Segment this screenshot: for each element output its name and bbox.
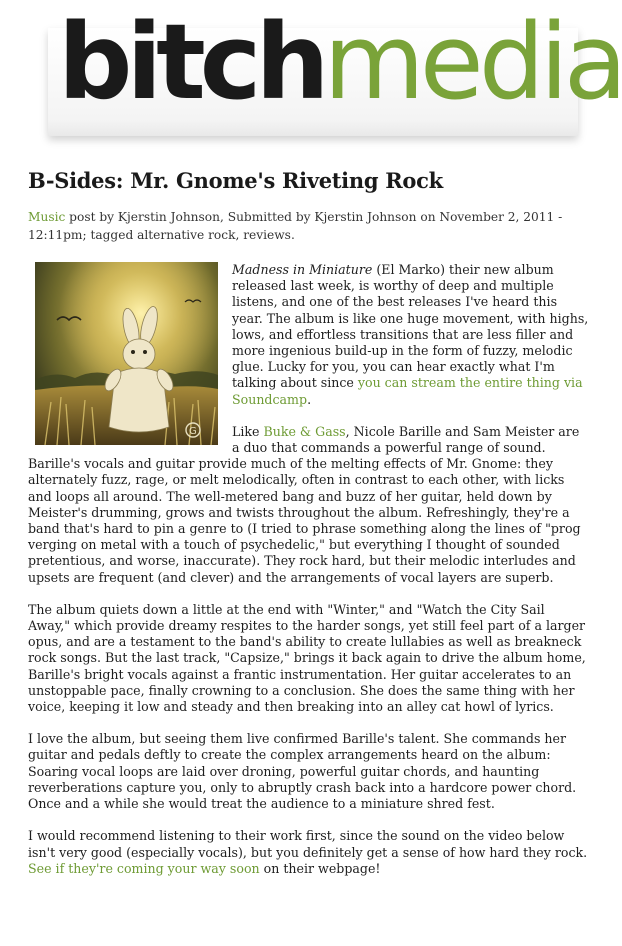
album-title: Madness in Miniature	[232, 262, 373, 277]
logo-media: media	[323, 1, 622, 123]
tour-dates-link[interactable]: See if they're coming your way soon	[28, 860, 260, 876]
paragraph-5-text: I would recommend listening to their work first, since the sound on the video below isn't very good (especially vocals), but you definitely get a sense of how hard they rock.	[28, 828, 588, 860]
album-cover-art	[35, 262, 218, 445]
album-cover-image	[35, 262, 218, 445]
category-link-music[interactable]: Music	[28, 210, 66, 224]
meta-byline: post by Kjerstin Johnson, Submitted by Kjerstin Johnson on November 2, 2011 - 12:11pm; tagged alternative rock, reviews.	[28, 210, 563, 242]
article-title: B-Sides: Mr. Gnome's Riveting Rock	[28, 168, 443, 193]
paragraph-2-like: Like	[232, 423, 264, 439]
paragraph-1-text: (El Marko) their new album released last week, is worthy of deep and multiple listens, and one of the best releases I've heard this year. The album is like one huge movement, with highs, lows, and effortless transitions that are less filler and more ingenious build-up in the form of fuzzy, melodic glue. Lucky for you, you can hear exactly what I'm talking about since	[232, 262, 589, 391]
site-logo[interactable]	[58, 1, 622, 123]
article-meta	[28, 208, 588, 244]
logo-bitch: bitch	[58, 1, 324, 123]
paragraph-2	[28, 424, 590, 586]
soundcamp-stream-link[interactable]: you can stream the entire thing via Soundcamp	[232, 375, 583, 407]
paragraph-1-end: .	[307, 391, 312, 407]
paragraph-2-lead-text: , Nicole Barille and Sam Meister are a duo that commands a powerful range of sound.	[232, 423, 580, 456]
masthead-banner	[48, 1, 622, 136]
paragraph-2-text: Barille's vocals and guitar provide much of the melting effects of Mr. Gnome: they alternately fuzz, rage, or melt melodically, often in contrast to each other, with licks and loops all around. The well-metered bang and buzz of her guitar, held down by Meister's drumming, grows and twists throughout the album. Refreshingly, they're a band that's hard to pin a genre to (I tried to phrase something along the lines of "prog verging on metal with a touch of psychedelic," but everything I thought of sounded pretentious, and worse, inaccurate). They rock hard, but their melodic interludes and upsets are frequent (and clever) and the arrangements of vocal layers are superb.	[28, 456, 581, 585]
album-signature: G	[189, 426, 197, 437]
paragraph-5	[28, 828, 590, 877]
buke-gass-link[interactable]: Buke & Gass	[263, 423, 346, 439]
paragraph-3: The album quiets down a little at the end with "Winter," and "Watch the City Sail Away," which provide dreamy respites to the harder songs, yet still feel part of a larger opus, and are a testament to the band's ability to create lullabies as well as breakneck rock songs. But the last track, "Capsize," brings it back again to drive the album home, Barille's bright vocals against a frantic instrumentation. Her guitar accelerates to an unstoppable pace, finally crowning to a conclusion. She does the same thing with her voice, keeping it low and steady and then breaking into an alley cat howl of lyrics.	[28, 601, 586, 715]
paragraph-4: I love the album, but seeing them live confirmed Barille's talent. She commands her guitar and pedals deftly to create the complex arrangements heard on the album: Soaring vocal loops are laid over droning, powerful guitar chords, and haunting reverberations capture you, only to abruptly crash back into a hardcore power chord. Once and a while she would treat the audience to a miniature shred fest.	[28, 731, 577, 812]
paragraph-5-end: on their webpage!	[259, 860, 381, 876]
